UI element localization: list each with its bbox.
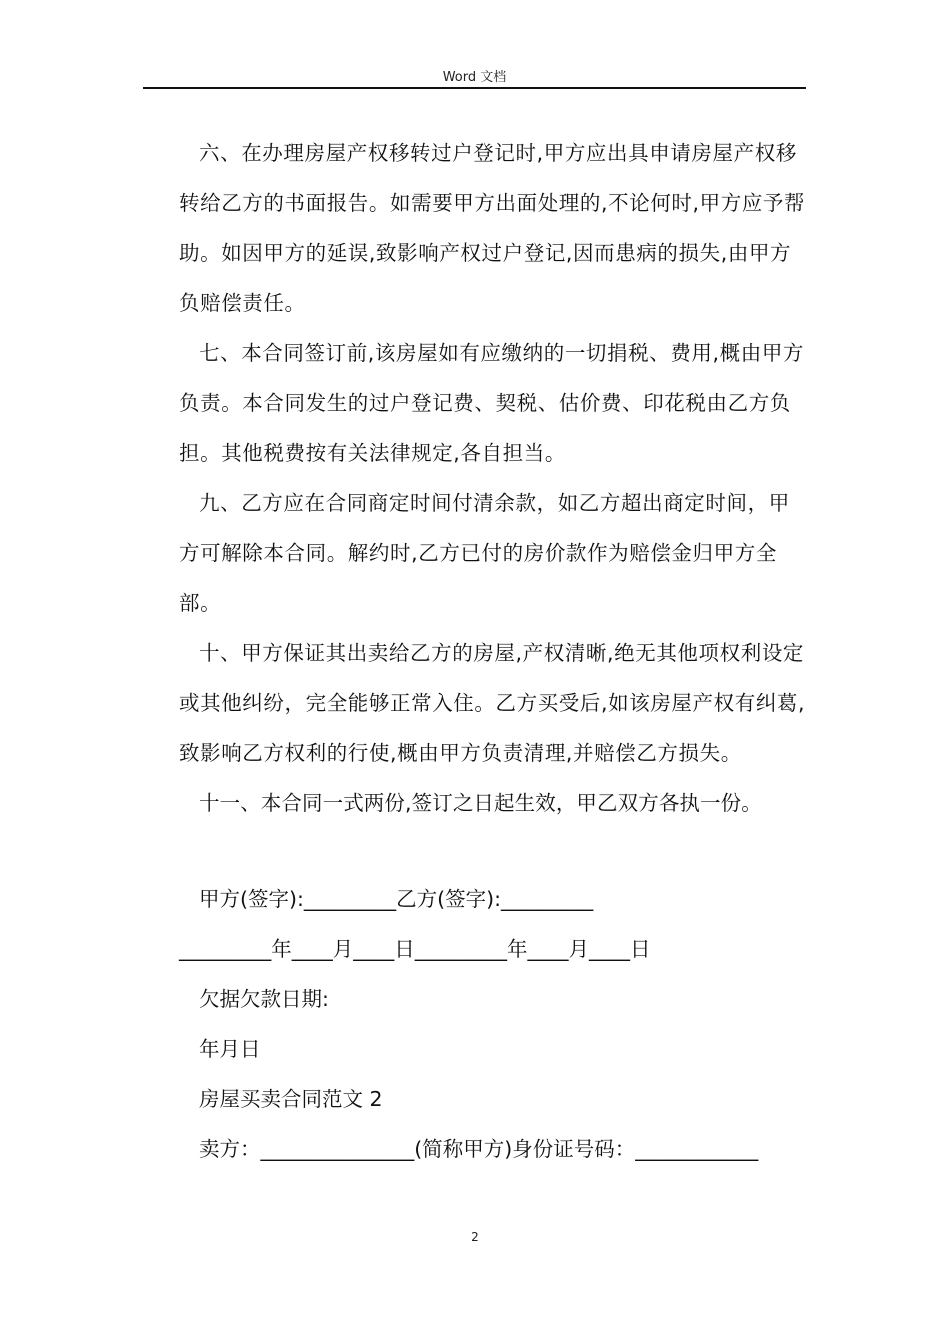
page-header: Word 文档 xyxy=(442,70,507,85)
header-divider xyxy=(143,87,806,89)
spacer xyxy=(179,828,809,874)
section-title: 房屋买卖合同范文 2 xyxy=(199,1087,383,1111)
clause-nine: 九、乙方应在合同商定时间付清余款，如乙方超出商定时间，甲方可解除本合同。解约时,乙方已付的房价款作为赔偿金归甲方全部。 xyxy=(179,491,790,615)
document-body xyxy=(179,128,809,1174)
clause-ten: 十、甲方保证其出卖给乙方的房屋,产权清晰,绝无其他项权利设定或其他纠纷，完全能够正常入住。乙方买受后,如该房屋产权有纠葛,致影响乙方权利的行使,概由甲方负责清理,并赔偿乙方损失。 xyxy=(179,641,806,765)
signature-line: 甲方(签字):_________乙方(签字):_________ xyxy=(199,887,594,911)
clause-eleven: 十一、本合同一式两份,签订之日起生效，甲乙双方各执一份。 xyxy=(199,791,762,815)
clause-seven: 七、本合同签订前,该房屋如有应缴纳的一切捐税、费用,概由甲方负责。本合同发生的过户登记费、契税、估价费、印花税由乙方负担。其他税费按有关法律规定,各自担当。 xyxy=(179,341,805,465)
year-month-day: 年月日 xyxy=(199,1037,261,1061)
seller-line: 卖方：_______________(简称甲方)身份证号码：____________ xyxy=(199,1137,759,1161)
debt-date-label: 欠据欠款日期: xyxy=(199,987,329,1011)
page-number: 2 xyxy=(471,1230,479,1244)
clause-six: 六、在办理房屋产权移转过户登记时,甲方应出具申请房屋产权移转给乙方的书面报告。如需要甲方出面处理的,不论何时,甲方应予帮助。如因甲方的延误,致影响产权过户登记,因而患病的损失,由甲方负赔偿责任。 xyxy=(179,141,806,315)
signature-date-line: _________年____月____日_________年____月____日 xyxy=(179,937,651,961)
